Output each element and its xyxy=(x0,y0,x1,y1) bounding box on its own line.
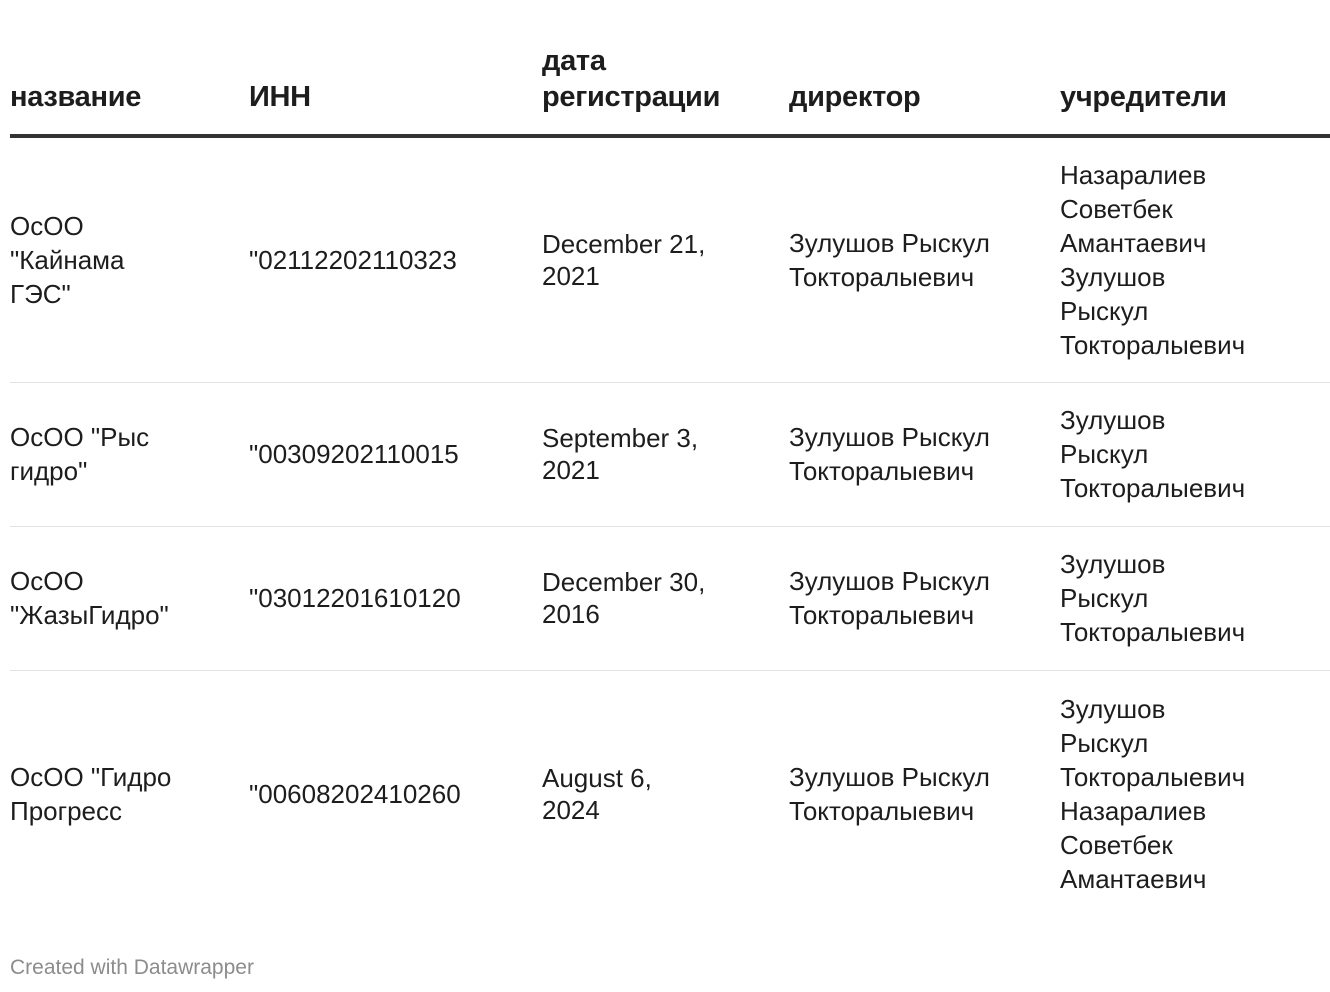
table-row xyxy=(10,136,1330,382)
table-row xyxy=(10,670,1330,918)
column-header-director[interactable]: директор xyxy=(789,0,1060,136)
table-header-row xyxy=(10,0,1330,136)
column-header-registration-date-label: дата регистрации xyxy=(542,45,721,113)
cell-name: ОсОО "Рыс гидро" xyxy=(10,382,249,526)
founder-entry: Назаралиев Советбек Амантаевич xyxy=(1060,159,1207,258)
cell-inn: "02112202110323 xyxy=(249,136,542,382)
datawrapper-credit[interactable]: Created with Datawrapper xyxy=(10,956,254,979)
cell-founders xyxy=(1060,382,1330,526)
table-row xyxy=(10,382,1330,526)
cell-date: August 6, 2024 xyxy=(542,763,652,826)
cell-date: December 21, 2021 xyxy=(542,136,789,382)
cell-name: ОсОО "ЖазыГидро" xyxy=(10,526,249,670)
cell-date: September 3, 2021 xyxy=(542,382,789,526)
cell-founders xyxy=(1060,136,1330,382)
cell-director: Зулушов Рыскул Токторалыевич xyxy=(789,136,1060,382)
cell-name: ОсОО "Гидро Прогресс xyxy=(10,762,172,827)
cell-inn: "00608202410260 xyxy=(249,779,461,810)
data-table-container xyxy=(10,0,1246,918)
companies-table xyxy=(10,0,1330,918)
column-header-inn[interactable]: ИНН xyxy=(249,0,542,136)
cell-founders xyxy=(1060,670,1330,918)
cell-date: December 30, 2016 xyxy=(542,526,789,670)
cell-director: Зулушов Рыскул Токторалыевич xyxy=(789,526,1060,670)
column-header-name[interactable]: название xyxy=(10,0,249,136)
founder-entry: Назаралиев Советбек Амантаевич xyxy=(1060,796,1207,895)
founder-entry: Зулушов Рыскул Токторалыевич xyxy=(1060,261,1246,360)
cell-inn: "00309202110015 xyxy=(249,382,542,526)
column-header-registration-date[interactable] xyxy=(542,0,789,136)
cell-founders xyxy=(1060,526,1330,670)
table-row xyxy=(10,526,1330,670)
column-header-founders[interactable]: учредители xyxy=(1060,0,1330,136)
cell-name: ОсОО "Кайнама ГЭС" xyxy=(10,136,249,382)
cell-director: Зулушов Рыскул Токторалыевич xyxy=(789,382,1060,526)
founder-entry: Зулушов Рыскул Токторалыевич xyxy=(1060,549,1246,647)
cell-inn: "03012201610120 xyxy=(249,526,542,670)
founder-entry: Зулушов Рыскул Токторалыевич xyxy=(1060,694,1246,793)
founder-entry: Зулушов Рыскул Токторалыевич xyxy=(1060,405,1246,503)
cell-director: Зулушов Рыскул Токторалыевич xyxy=(789,762,990,827)
